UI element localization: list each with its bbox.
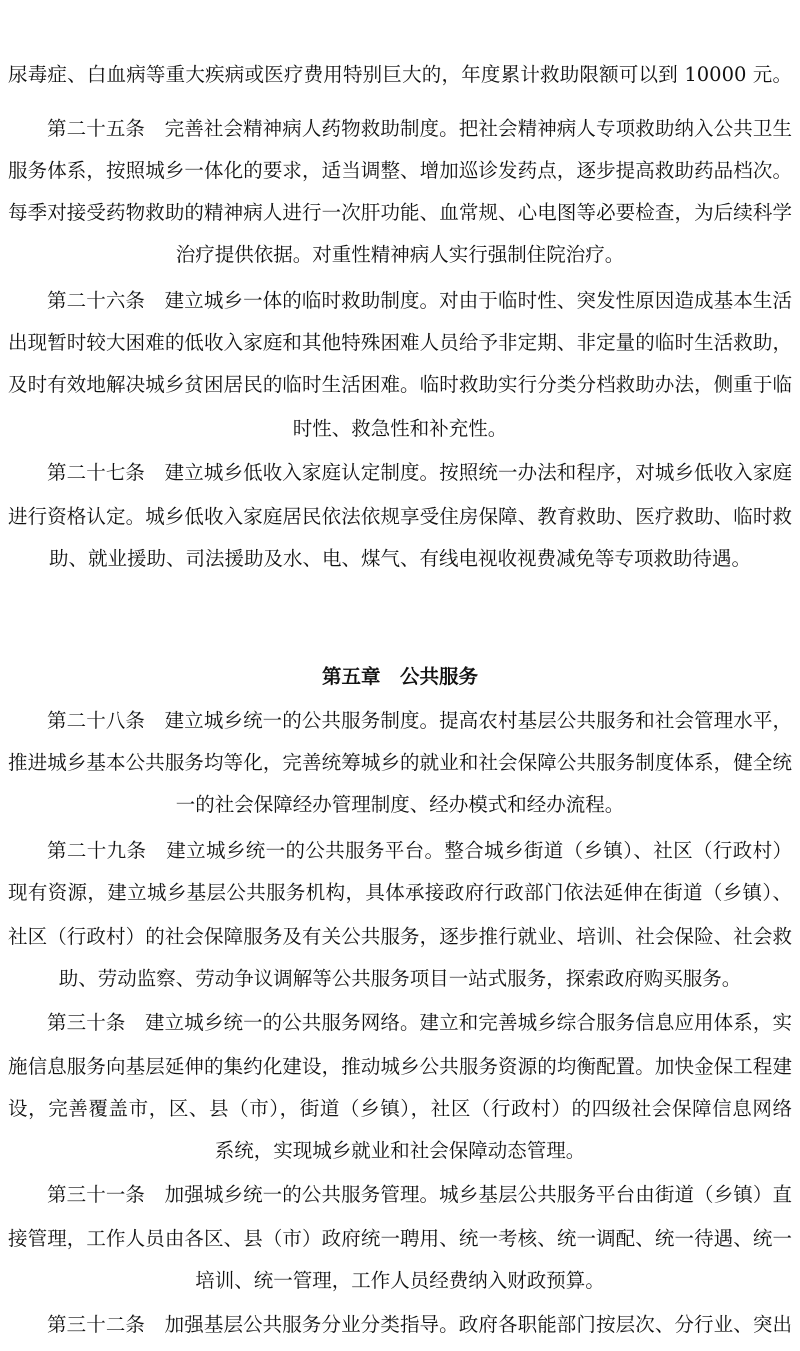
article-30-line: 系统，实现城乡就业和社会保障动态管理。 (214, 1139, 586, 1162)
article-25-line: 第二十五条 完善社会精神病人药物救助制度。把社会精神病人专项救助纳入公共卫生 (47, 117, 792, 140)
article-32-line: 第三十二条 加强基层公共服务分业分类指导。政府各职能部门按层次、分行业、突出 (47, 1313, 792, 1336)
article-29-line: 社区（行政村）的社会保障服务及有关公共服务，逐步推行就业、培训、社会保险、社会救 (8, 925, 792, 948)
article-31-line: 第三十一条 加强城乡统一的公共服务管理。城乡基层公共服务平台由街道（乡镇）直 (47, 1183, 792, 1206)
article-31-line: 培训、统一管理，工作人员经费纳入财政预算。 (195, 1269, 605, 1292)
article-25-line: 服务体系，按照城乡一体化的要求，适当调整、增加巡诊发药点，逐步提高救助药品档次。 (8, 159, 792, 182)
article-29-line: 现有资源，建立城乡基层公共服务机构，具体承接政府行政部门依法延伸在街道（乡镇）、 (8, 881, 792, 904)
article-27-line: 助、就业援助、司法援助及水、电、煤气、有线电视收视费减免等专项救助待遇。 (48, 547, 751, 570)
article-28-line: 一的社会保障经办管理制度、经办模式和经办流程。 (175, 793, 625, 816)
article-26-line: 时性、救急性和补充性。 (292, 417, 508, 440)
article-28-line: 第二十八条 建立城乡统一的公共服务制度。提高农村基层公共服务和社会管理水平， (47, 709, 792, 732)
paragraph-continuation-line: 尿毒症、白血病等重大疾病或医疗费用特别巨大的，年度累计救助限额可以到 10000 元。 (8, 63, 792, 86)
article-25-line: 治疗提供依据。对重性精神病人实行强制住院治疗。 (175, 243, 625, 266)
article-26-line: 及时有效地解决城乡贫困居民的临时生活困难。临时救助实行分类分档救助办法，侧重于临 (8, 373, 792, 396)
article-30-line: 第三十条 建立城乡统一的公共服务网络。建立和完善城乡综合服务信息应用体系，实 (47, 1011, 792, 1034)
article-29-line: 第二十九条 建立城乡统一的公共服务平台。整合城乡街道（乡镇）、社区（行政村） (47, 839, 792, 862)
article-30-line: 施信息服务向基层延伸的集约化建设，推动城乡公共服务资源的均衡配置。加快金保工程建 (8, 1055, 792, 1078)
article-26-line: 出现暂时较大困难的低收入家庭和其他特殊困难人员给予非定期、非定量的临时生活救助， (8, 331, 792, 354)
article-28-line: 推进城乡基本公共服务均等化，完善统筹城乡的就业和社会保障公共服务制度体系，健全统 (8, 751, 792, 774)
article-27-line: 第二十七条 建立城乡低收入家庭认定制度。按照统一办法和程序，对城乡低收入家庭 (47, 461, 792, 484)
article-31-line: 接管理，工作人员由各区、县（市）政府统一聘用、统一考核、统一调配、统一待遇、统一 (8, 1227, 792, 1250)
article-30-line: 设，完善覆盖市，区、县（市），街道（乡镇），社区（行政村）的四级社会保障信息网络 (8, 1097, 792, 1120)
chapter-5-heading: 第五章 公共服务 (321, 665, 478, 688)
article-26-line: 第二十六条 建立城乡一体的临时救助制度。对由于临时性、突发性原因造成基本生活 (47, 289, 792, 312)
article-29-line: 助、劳动监察、劳动争议调解等公共服务项目一站式服务，探索政府购买服务。 (58, 967, 742, 990)
article-25-line: 每季对接受药物救助的精神病人进行一次肝功能、血常规、心电图等必要检查，为后续科学 (8, 201, 792, 224)
article-27-line: 进行资格认定。城乡低收入家庭居民依法依规享受住房保障、教育救助、医疗救助、临时救 (8, 505, 792, 528)
